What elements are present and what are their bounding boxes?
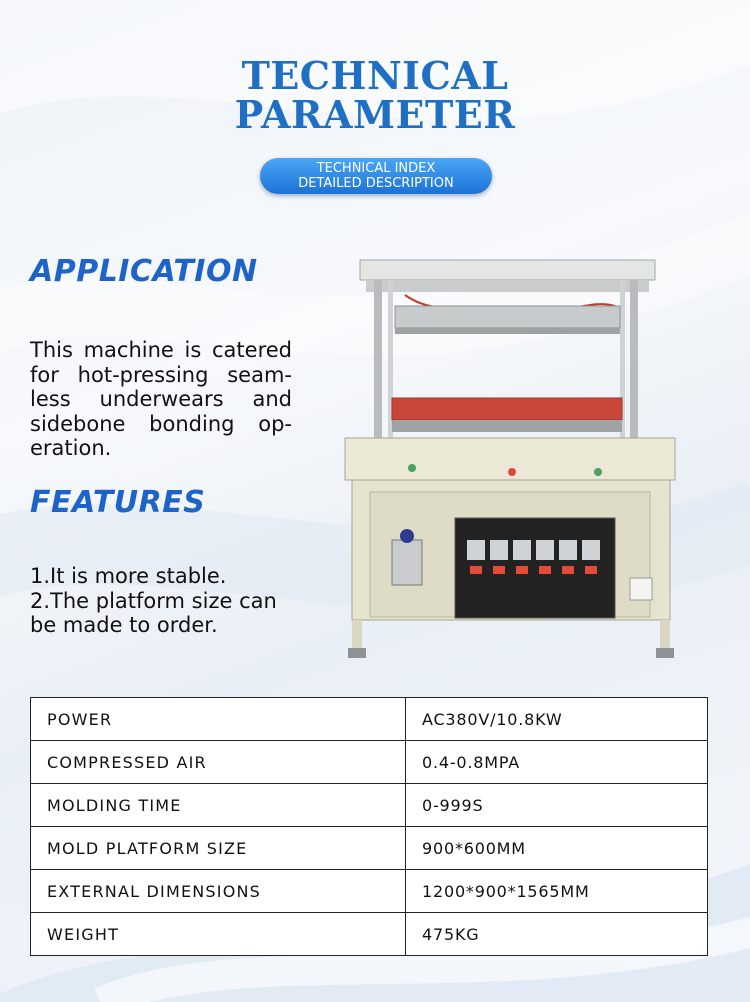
- table-row: [31, 741, 708, 784]
- table-row: [31, 913, 708, 956]
- feature-line: 1.It is more stable.: [30, 564, 227, 588]
- features-text: [30, 564, 292, 638]
- features-heading: FEATURES: [30, 485, 206, 520]
- technical-index-badge: [260, 158, 492, 194]
- page-title-line-2: PARAMETER: [234, 92, 516, 137]
- spec-label: MOLDING TIME: [31, 784, 406, 827]
- hot-press-machine-image: [330, 240, 690, 680]
- feature-line: be made to order.: [30, 613, 218, 637]
- page-title-line-1: TECHNICAL: [241, 53, 509, 98]
- application-text: [30, 338, 292, 461]
- spec-value: 0.4-0.8MPA: [406, 741, 708, 784]
- application-line: This machine is catered: [30, 338, 292, 362]
- application-line: eration.: [30, 436, 112, 460]
- spec-label: COMPRESSED AIR: [31, 741, 406, 784]
- application-heading: APPLICATION: [30, 254, 258, 289]
- spec-value: 0-999S: [406, 784, 708, 827]
- application-line: less underwears and: [30, 387, 292, 411]
- spec-label: WEIGHT: [31, 913, 406, 956]
- spec-value: 900*600MM: [406, 827, 708, 870]
- feature-line: 2.The platform size can: [30, 588, 277, 613]
- spec-value: 475KG: [406, 913, 708, 956]
- application-line: sidebone bonding op-: [30, 411, 292, 436]
- table-row: [31, 827, 708, 870]
- table-row: [31, 870, 708, 913]
- spec-label: POWER: [31, 698, 406, 741]
- table-row: [31, 784, 708, 827]
- badge-line-2: DETAILED DESCRIPTION: [298, 176, 454, 191]
- badge-line-1: TECHNICAL INDEX: [316, 161, 436, 176]
- spec-label: MOLD PLATFORM SIZE: [31, 827, 406, 870]
- spec-value: AC380V/10.8KW: [406, 698, 708, 741]
- application-line: for hot-pressing seam-: [30, 362, 292, 387]
- technical-parameters-table: [30, 697, 708, 956]
- spec-label: EXTERNAL DIMENSIONS: [31, 870, 406, 913]
- spec-value: 1200*900*1565MM: [406, 870, 708, 913]
- table-row: [31, 698, 708, 741]
